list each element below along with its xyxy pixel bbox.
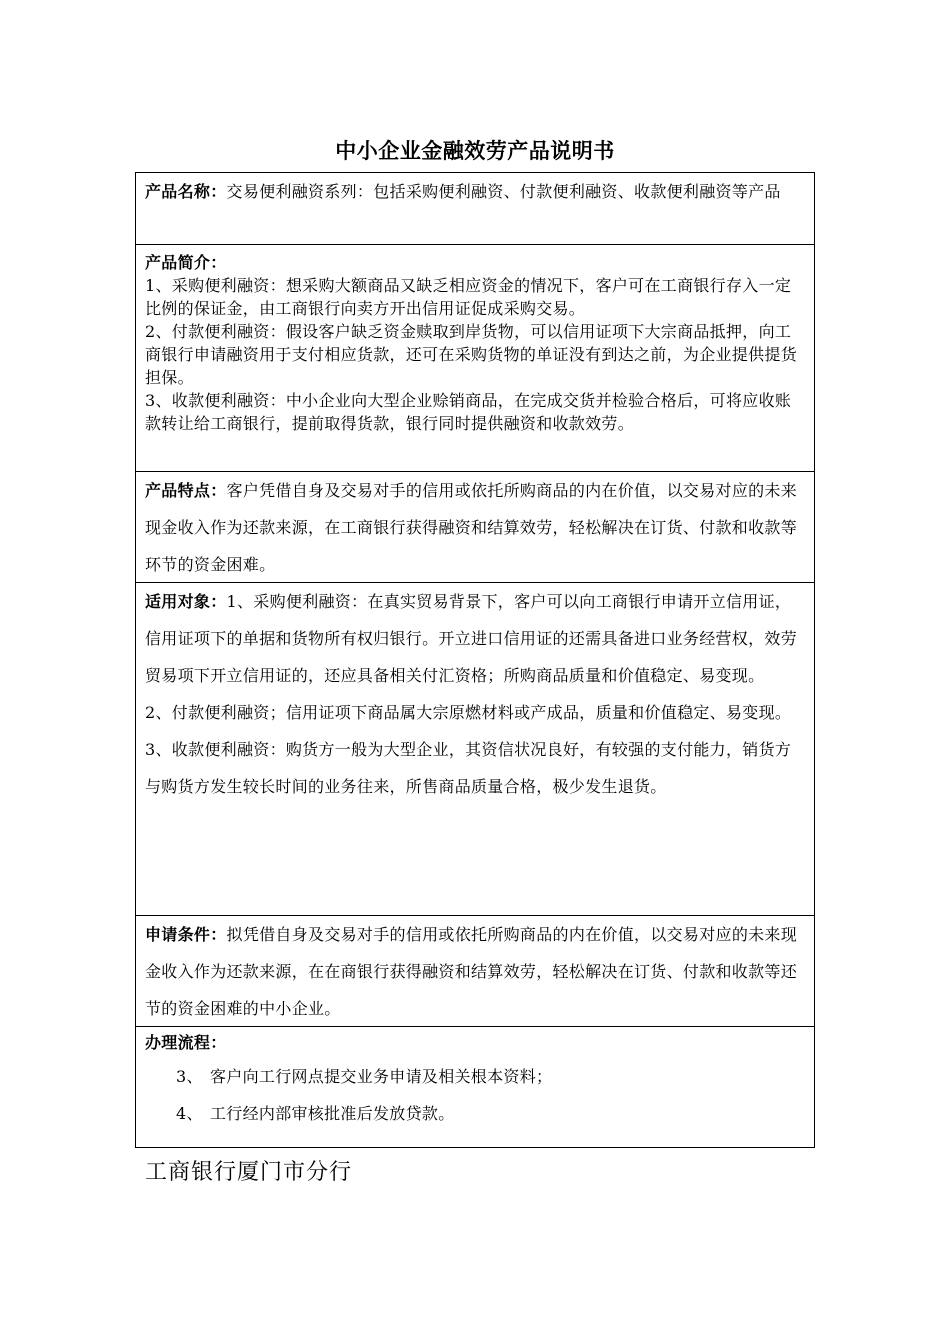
application-conditions-row xyxy=(136,915,814,1026)
process-row xyxy=(136,1026,814,1147)
process-step-text: 客户向工行网点提交业务申请及相关根本资料； xyxy=(210,1067,553,1086)
product-table xyxy=(135,172,815,1148)
document-title: 中小企业金融效劳产品说明书 xyxy=(335,138,615,163)
process-step-number: 4、 xyxy=(176,1104,203,1123)
product-features-label: 产品特点： xyxy=(145,481,227,500)
product-intro-row xyxy=(136,244,814,471)
bank-signature: 工商银行厦门市分行 xyxy=(145,1160,353,1185)
product-name-row xyxy=(136,173,814,244)
intro-item-collection: 3、收款便利融资：中小企业向大型企业赊销商品，在完成交货并检验合格后，可将应收账款转让给工商银行，提前取得货款，银行同时提供融资和收款效劳。 xyxy=(145,391,792,433)
product-features-text: 客户凭借自身及交易对手的信用或依托所购商品的内在价值，以交易对应的未来现金收入作为还款来源，在工商银行获得融资和结算效劳，轻松解决在订货、付款和收款等环节的资金困难。 xyxy=(145,481,798,574)
application-conditions-text: 拟凭借自身及交易对手的信用或依托所购商品的内在价值，以交易对应的未来现金收入作为还款来源，在在商银行获得融资和结算效劳，轻松解决在订货、付款和收款等还节的资金困难的中小企业。 xyxy=(145,925,798,1018)
target-item-purchase: 1、采购便利融资：在真实贸易背景下，客户可以向工商银行申请开立信用证，信用证项下的单据和货物所有权归银行。开立进口信用证的还需具备进口业务经营权，效劳贸易项下开立信用证的，还应具备相关付汇资格；所购商品质量和价值稳定、易变现。 xyxy=(145,592,798,685)
process-step-number: 3、 xyxy=(176,1067,203,1086)
target-item-collection: 3、收款便利融资：购货方一般为大型企业，其资信状况良好，有较强的支付能力，销货方与购货方发生较长时间的业务往来，所售商品质量合格，极少发生退货。 xyxy=(145,740,792,796)
process-step xyxy=(145,1058,804,1095)
intro-item-purchase: 1、采购便利融资：想采购大额商品又缺乏相应资金的情况下，客户可在工商银行存入一定比例的保证金，由工商银行向卖方开出信用证促成采购交易。 xyxy=(145,276,792,318)
intro-item-payment: 2、付款便利融资：假设客户缺乏资金赎取到岸货物，可以信用证项下大宗商品抵押，向工商银行申请融资用于支付相应货款，还可在采购货物的单证没有到达之前，为企业提供提货担保。 xyxy=(145,322,798,387)
product-name-text: 交易便利融资系列：包括采购便利融资、付款便利融资、收款便利融资等产品 xyxy=(226,182,781,201)
product-intro-label: 产品简介： xyxy=(145,253,227,272)
target-customers-row xyxy=(136,582,814,915)
process-label: 办理流程： xyxy=(145,1033,227,1052)
process-step xyxy=(145,1095,804,1132)
application-conditions-label: 申请条件： xyxy=(145,925,227,944)
product-name-label: 产品名称： xyxy=(145,182,227,201)
target-customers-label: 适用对象： xyxy=(145,592,227,611)
target-item-payment: 2、付款便利融资；信用证项下商品属大宗原燃材料或产成品，质量和价值稳定、易变现。 xyxy=(145,703,792,722)
product-features-row xyxy=(136,471,814,582)
process-step-text: 工行经内部审核批准后发放贷款。 xyxy=(210,1104,455,1123)
